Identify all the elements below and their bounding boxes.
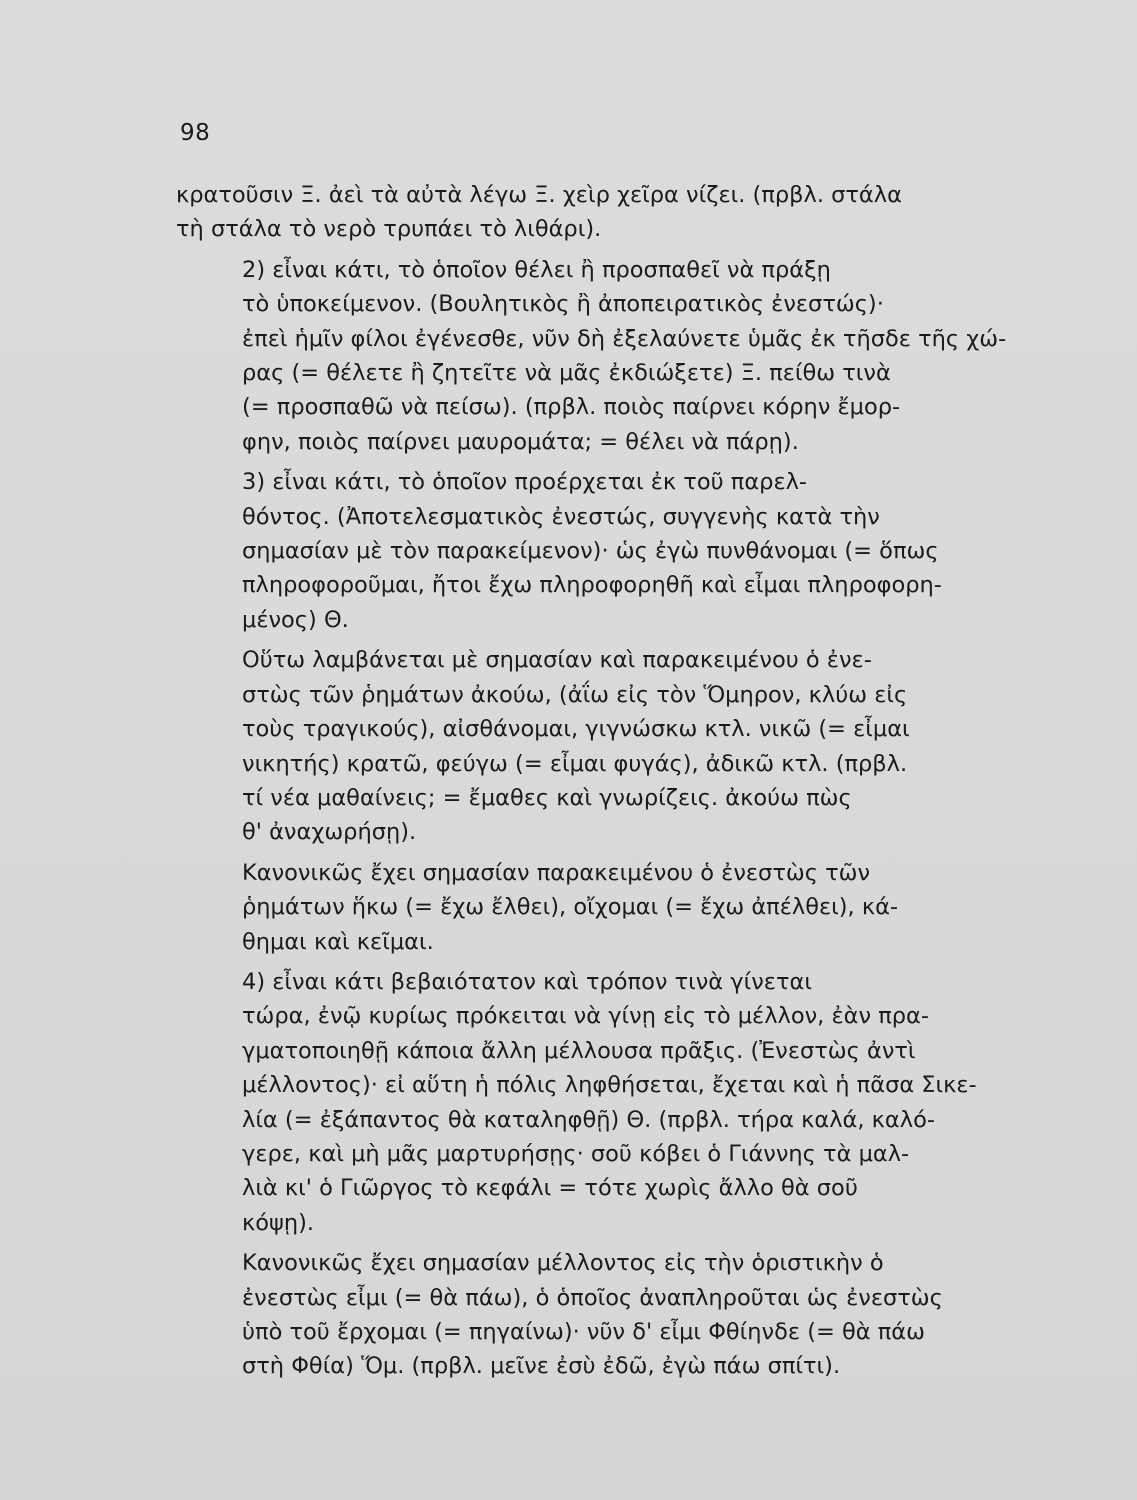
text-line: 2) εἶναι κάτι, τὸ ὁποῖον θέλει ἢ προσπαθεῖ νὰ πράξῃ [242,256,831,283]
text-line: θ' ἀναχωρήσῃ). [242,819,417,846]
text-line: σημασίαν μὲ τὸν παρακείμενον)· ὡς ἐγὼ πυνθάνομαι (= ὅπως [242,538,939,565]
text-line: μένος) Θ. [242,606,349,633]
text-line: στὼς τῶν ῥημάτων ἀκούω, (ἀΐω εἰς τὸν Ὅμηρον, κλύω εἰς [242,681,908,708]
paragraph-section-4 [176,965,1101,1240]
text-line: μέλλοντος)· εἰ αὕτη ἡ πόλις ληφθήσεται, ἔχεται καὶ ἡ πᾶσα Σικε- [242,1072,977,1099]
text-line: θημαι καὶ κεῖμαι. [242,928,434,955]
paragraph-regular-perfect [176,856,1101,959]
text-line: γματοποιηθῇ κάποια ἄλλη μέλλουσα πρᾶξις. (Ἐνεστὼς ἀντὶ [242,1037,916,1064]
text-line: Κανονικῶς ἔχει σημασίαν μέλλοντος εἰς τὴν ὁριστικὴν ὁ [242,1250,884,1277]
paragraph-section-3 [176,465,1101,637]
text-line: πληροφοροῦμαι, ἤτοι ἔχω πληροφορηθῆ καὶ εἶμαι πληροφορη- [242,572,942,599]
text-line: (= προσπαθῶ νὰ πείσω). (πρβλ. ποιὸς παίρνει κόρην ἔμορ- [242,394,901,421]
text-line: νικητής) κρατῶ, φεύγω (= εἶμαι φυγάς), ἀδικῶ κτλ. (πρβλ. [242,750,908,777]
text-line: Κανονικῶς ἔχει σημασίαν παρακειμένου ὁ ἐνεστὼς τῶν [242,859,871,886]
page-number: 98 [180,120,211,146]
paragraph-perfect-meaning [176,643,1101,849]
text-line: ὑπὸ τοῦ ἔρχομαι (= πηγαίνω)· νῦν δ' εἶμι Φθίηνδε (= θὰ πάω [242,1319,925,1345]
text-line: Οὕτω λαμβάνεται μὲ σημασίαν καὶ παρακειμένου ὁ ἐνε- [242,647,872,674]
text-line: ῥημάτων ἥκω (= ἔχω ἔλθει), οἴχομαι (= ἔχω ἀπέλθει), κά- [242,894,899,921]
text-line: γερε, καὶ μὴ μᾶς μαρτυρήσῃς· σοῦ κόβει ὁ Γιάννης τὰ μαλ- [242,1140,910,1167]
text-line: 4) εἶναι κάτι βεβαιότατον καὶ τρόπον τινὰ γίνεται [242,968,812,995]
text-line: ἐνεστὼς εἶμι (= θὰ πάω), ὁ ὁποῖος ἀναπληροῦται ὡς ἐνεστὼς [242,1284,943,1311]
paragraph-future-meaning [176,1246,1101,1384]
text-line: τὴ στάλα τὸ νερὸ τρυπάει τὸ λιθάρι). [176,216,602,243]
text-line: 3) εἶναι κάτι, τὸ ὁποῖον προέρχεται ἐκ τοῦ παρελ- [242,469,808,496]
paragraph-examples-continued [176,178,1101,247]
text-line: ἐπεὶ ἡμῖν φίλοι ἐγένεσθε, νῦν δὴ ἐξελαύνετε ὑμᾶς ἐκ τῆσδε τῆς χώ- [242,325,1007,352]
text-line: στὴ Φθία) Ὅμ. (πρβλ. μεῖνε ἐσὺ ἐδῶ, ἐγὼ πάω σπίτι). [242,1353,841,1380]
text-line: κρατοῦσιν Ξ. ἀεὶ τὰ αὐτὰ λέγω Ξ. χεὶρ χεῖρα νίζει. (πρβλ. στάλα [176,182,902,208]
text-line: τὸ ὑποκείμενον. (Βουλητικὸς ἢ ἀποπειρατικὸς ἐνεστώς)· [242,291,884,318]
text-line: ρας (= θέλετε ἢ ζητεῖτε νὰ μᾶς ἐκδιώξετε) Ξ. πείθω τινὰ [242,360,891,387]
page-body [176,178,1101,1384]
text-line: τί νέα μαθαίνεις; = ἔμαθες καὶ γνωρίζεις. ἀκούω πὼς [242,784,852,811]
text-line: φην, ποιὸς παίρνει μαυρομάτα; = θέλει νὰ πάρῃ). [242,428,799,455]
text-line: λιὰ κι' ὁ Γιῶργος τὸ κεφάλι = τότε χωρὶς ἄλλο θὰ σοῦ [242,1175,858,1202]
text-line: λία (= ἐξάπαντος θὰ καταληφθῇ) Θ. (πρβλ. τήρα καλά, καλό- [242,1106,935,1133]
text-line: τοὺς τραγικούς), αἰσθάνομαι, γιγνώσκω κτλ. νικῶ (= εἶμαι [242,716,910,743]
text-line: θόντος. (Ἀποτελεσματικὸς ἐνεστώς, συγγενὴς κατὰ τὴν [242,503,880,530]
paragraph-section-2 [176,253,1101,459]
text-line: κόψῃ). [242,1209,315,1236]
text-line: τώρα, ἐνῷ κυρίως πρόκειται νὰ γίνῃ εἰς τὸ μέλλον, ἐὰν πρα- [242,1003,929,1030]
